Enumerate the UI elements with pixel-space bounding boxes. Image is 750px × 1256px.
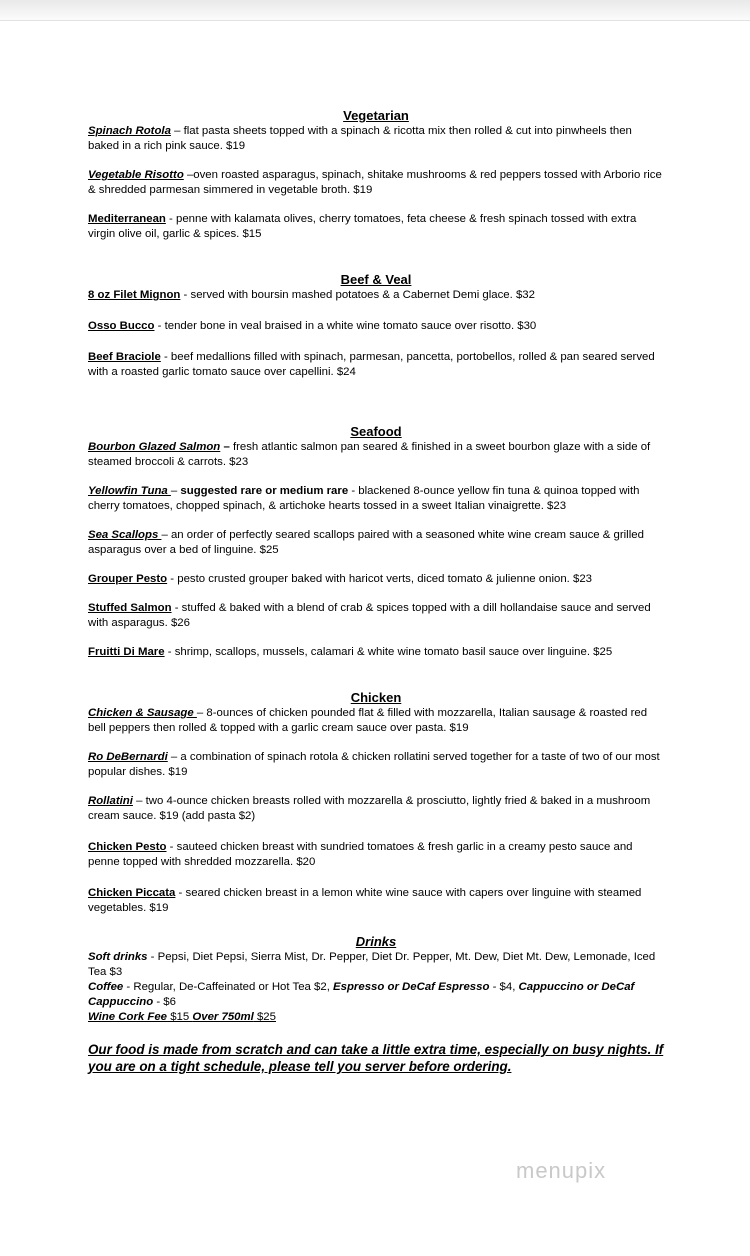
item-name: Grouper Pesto — [88, 573, 168, 585]
item-name: Spinach Rotola — [88, 125, 171, 137]
item-name: Chicken Piccata — [88, 887, 176, 899]
menu-item — [88, 572, 664, 587]
menu-item — [88, 288, 664, 303]
menupix-watermark: menupix — [516, 1158, 607, 1183]
item-name: Beef Braciole — [88, 351, 161, 363]
cork-over-price: $25 — [253, 1011, 276, 1023]
coffee-text: - Regular, De-Caffeinated or Hot Tea $2, — [123, 981, 334, 993]
item-dash: – — [220, 441, 230, 453]
item-description: - blackened 8-ounce yellow fin tuna & quinoa topped with cherry tomatoes, chopped spinach, & artichoke hearts tossed in a sweet Italian vinaigrette. $23 — [88, 485, 640, 512]
item-name: Rollatini — [88, 795, 133, 807]
item-description: - tender bone in veal braised in a white wine tomato sauce over risotto. $30 — [154, 320, 537, 332]
drinks-soft — [88, 950, 664, 980]
item-description: –oven roasted asparagus, spinach, shitake mushrooms & red peppers tossed with Arborio rice & shredded parmesan simmered in vegetable broth. $19 — [88, 169, 662, 196]
item-name: Vegetable Risotto — [88, 169, 184, 181]
item-description: - beef medallions filled with spinach, parmesan, pancetta, portobellos, rolled & pan seared served with a roasted garlic tomato sauce over capellini. $24 — [88, 351, 655, 378]
item-name: Sea Scallops — [88, 529, 162, 541]
item-description: – an order of perfectly seared scallops paired with a seasoned white wine cream sauce & grilled asparagus over a bed of linguine. $25 — [88, 529, 644, 556]
item-name: Stuffed Salmon — [88, 602, 172, 614]
cork-fee-label: Wine Cork Fee — [88, 1011, 168, 1023]
item-description: – flat pasta sheets topped with a spinach & ricotta mix then rolled & cut into pinwheels then baked in a rich pink sauce. $19 — [88, 125, 632, 152]
menu-item — [88, 168, 664, 198]
menu-item — [88, 440, 664, 470]
item-description: - seared chicken breast in a lemon white wine sauce with capers over linguine with steamed vegetables. $19 — [88, 887, 642, 914]
item-description: - shrimp, scallops, mussels, calamari & white wine tomato basil sauce over linguine. $25 — [164, 646, 613, 658]
item-name: Yellowfin Tuna — [88, 485, 171, 497]
menu-item — [88, 706, 664, 736]
cork-over-label: Over 750ml — [192, 1011, 254, 1023]
menu-item — [88, 124, 664, 154]
item-description: - pesto crusted grouper baked with haricot verts, diced tomato & julienne onion. $23 — [167, 573, 592, 585]
item-name: Chicken Pesto — [88, 841, 167, 853]
drinks-cork-fee — [88, 1010, 664, 1025]
kitchen-notice: Our food is made from scratch and can take a little extra time, especially on busy nights. If you are on a tight schedule, please tell you server before ordering. — [88, 1042, 664, 1074]
item-name: Chicken & Sausage — [88, 707, 197, 719]
item-name: Mediterranean — [88, 213, 166, 225]
cappuccino-text: - $6 — [153, 996, 176, 1008]
item-description: – two 4-ounce chicken breasts rolled with mozzarella & prosciutto, lightly fried & baked in a mushroom cream sauce. $19 (add pasta $2) — [88, 795, 651, 822]
menu-item — [88, 528, 664, 558]
item-name: Fruitti Di Mare — [88, 646, 165, 658]
item-name: Ro DeBernardi — [88, 751, 168, 763]
item-name: 8 oz Filet Mignon — [88, 289, 181, 301]
top-bar — [0, 0, 750, 21]
section-title-beef-veal: Beef & Veal — [340, 272, 412, 287]
menu-item — [88, 645, 664, 660]
item-description: – a combination of spinach rotola & chicken rollatini served together for a taste of two of our most popular dishes. $19 — [88, 751, 660, 778]
menu-item — [88, 484, 664, 514]
menu-item — [88, 794, 664, 824]
soft-drinks-label: Soft drinks — [88, 951, 148, 963]
cappuccino-label: Cappuccino or DeCaf Cappuccino — [88, 981, 635, 1008]
item-description: - stuffed & baked with a blend of crab & spices topped with a dill hollandaise sauce and served with asparagus. $26 — [88, 602, 651, 629]
menu-item — [88, 886, 664, 916]
item-name: Osso Bucco — [88, 320, 155, 332]
soft-drinks-text: - Pepsi, Diet Pepsi, Sierra Mist, Dr. Pepper, Diet Dr. Pepper, Mt. Dew, Diet Mt. Dew, Lemonade, Iced Tea $3 — [88, 951, 656, 978]
drinks-coffee — [88, 980, 664, 1010]
item-description: - served with boursin mashed potatoes & a Cabernet Demi glace. $32 — [180, 289, 535, 301]
espresso-text: - $4, — [489, 981, 519, 993]
item-note: suggested rare or medium rare — [180, 485, 349, 497]
section-title-drinks: Drinks — [355, 934, 397, 949]
item-name: Bourbon Glazed Salmon — [88, 441, 221, 453]
section-title-chicken: Chicken — [350, 690, 402, 705]
menu-item — [88, 750, 664, 780]
item-description: – 8-ounces of chicken pounded flat & filled with mozzarella, Italian sausage & roasted red bell peppers then rolled & topped with a garlic cream sauce over pasta. $19 — [88, 707, 648, 734]
menu-item — [88, 319, 664, 334]
item-description: fresh atlantic salmon pan seared & finished in a sweet bourbon glaze with a side of steamed broccoli & carrots. $23 — [88, 441, 651, 468]
item-description: - sauteed chicken breast with sundried tomatoes & fresh garlic in a creamy pesto sauce and penne topped with shredded mozzarella. $20 — [88, 841, 633, 868]
section-title-vegetarian: Vegetarian — [343, 108, 409, 123]
section-title-seafood: Seafood — [350, 424, 402, 439]
coffee-label: Coffee — [88, 981, 124, 993]
item-description: - penne with kalamata olives, cherry tomatoes, feta cheese & fresh spinach tossed with extra virgin olive oil, garlic & spices. $15 — [88, 213, 637, 240]
item-prefix: – — [170, 485, 181, 497]
cork-fee-price: $15 — [167, 1011, 193, 1023]
menu-item — [88, 840, 664, 870]
menu-page — [88, 108, 664, 1075]
menu-item — [88, 212, 664, 242]
espresso-label: Espresso or DeCaf Espresso — [333, 981, 490, 993]
menu-item — [88, 601, 664, 631]
menu-item — [88, 350, 664, 380]
